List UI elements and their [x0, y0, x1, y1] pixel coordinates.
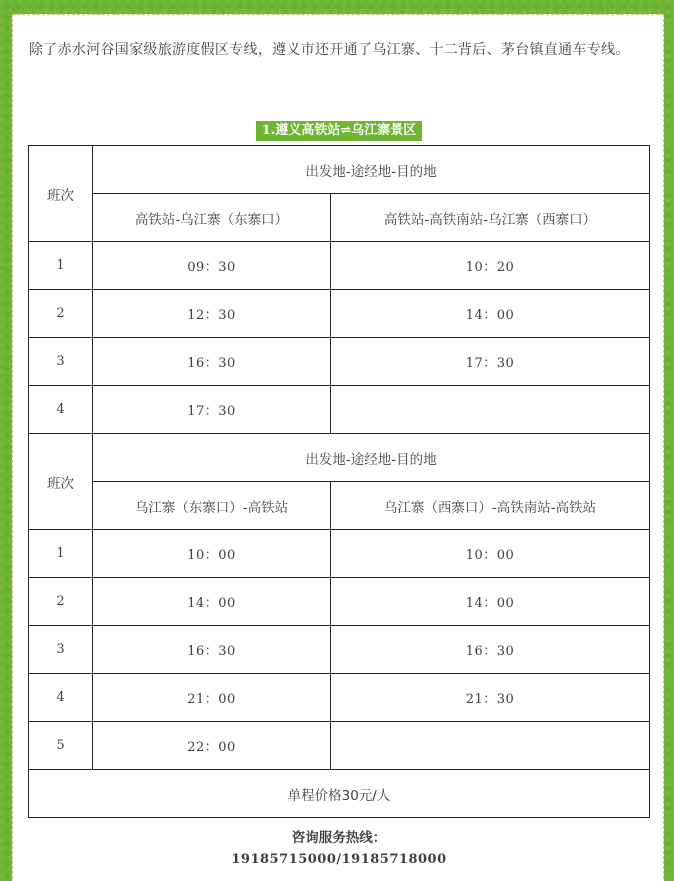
departure-time-cell: 10：00: [93, 530, 331, 578]
departure-time-cell: 16：30: [93, 338, 331, 386]
table-row: [29, 626, 650, 674]
route-a-header: 高铁站-乌江寨（东寨口）: [93, 194, 331, 242]
route-group-header: 出发地-途经地-目的地: [93, 146, 650, 194]
route-b-header: 乌江寨（西寨口）-高铁南站-高铁站: [331, 482, 650, 530]
bus-schedule-table: [28, 145, 650, 818]
departure-time-cell: 17：30: [331, 338, 650, 386]
table-row: [29, 338, 650, 386]
hotline-phones: 19185715000/19185718000: [231, 852, 447, 867]
trip-number-cell: 2: [29, 578, 93, 626]
section-title-label: 1.遵义高铁站⇌乌江寨景区: [256, 121, 422, 141]
departure-time-cell: 21：30: [331, 674, 650, 722]
departure-time-cell: 17：30: [93, 386, 331, 434]
table-header-row: [29, 434, 650, 482]
trip-number-cell: 4: [29, 674, 93, 722]
departure-time-cell: 10：00: [331, 530, 650, 578]
table-row: [29, 770, 650, 818]
departure-time-cell: 09：30: [93, 242, 331, 290]
trip-number-cell: 3: [29, 626, 93, 674]
hotline: [13, 827, 665, 871]
departure-time-cell: 14：00: [331, 578, 650, 626]
departure-time-cell: 22：00: [93, 722, 331, 770]
trip-number-cell: 3: [29, 338, 93, 386]
departure-time-cell: 14：00: [331, 290, 650, 338]
section-title: [13, 119, 665, 141]
route-b-header: 高铁站-高铁南站-乌江寨（西寨口）: [331, 194, 650, 242]
trip-number-cell: 2: [29, 290, 93, 338]
trip-number-cell: 5: [29, 722, 93, 770]
departure-time-cell: [331, 722, 650, 770]
route-a-header: 乌江寨（东寨口）-高铁站: [93, 482, 331, 530]
article-card: [12, 14, 664, 881]
departure-time-cell: 21：00: [93, 674, 331, 722]
departure-time-cell: 12：30: [93, 290, 331, 338]
table-row: [29, 674, 650, 722]
departure-time-cell: 16：30: [331, 626, 650, 674]
departure-time-cell: 14：00: [93, 578, 331, 626]
departure-time-cell: [331, 386, 650, 434]
table-header-row: [29, 482, 650, 530]
schedule-body: [29, 146, 650, 818]
price-cell: 单程价格30元/人: [29, 770, 650, 818]
table-row: [29, 530, 650, 578]
route-group-header: 出发地-途经地-目的地: [93, 434, 650, 482]
table-row: [29, 578, 650, 626]
table-row: [29, 290, 650, 338]
trip-number-header: 班次: [29, 146, 93, 242]
table-row: [29, 722, 650, 770]
intro-paragraph: 除了赤水河谷国家级旅游度假区专线，遵义市还开通了乌江寨、十二背后、茅台镇直通车专线。: [29, 42, 630, 58]
table-row: [29, 242, 650, 290]
departure-time-cell: 16：30: [93, 626, 331, 674]
table-header-row: [29, 194, 650, 242]
departure-time-cell: 10：20: [331, 242, 650, 290]
trip-number-cell: 4: [29, 386, 93, 434]
trip-number-cell: 1: [29, 242, 93, 290]
trip-number-cell: 1: [29, 530, 93, 578]
table-header-row: [29, 146, 650, 194]
trip-number-header: 班次: [29, 434, 93, 530]
hotline-label: 咨询服务热线：: [291, 830, 387, 846]
table-row: [29, 386, 650, 434]
